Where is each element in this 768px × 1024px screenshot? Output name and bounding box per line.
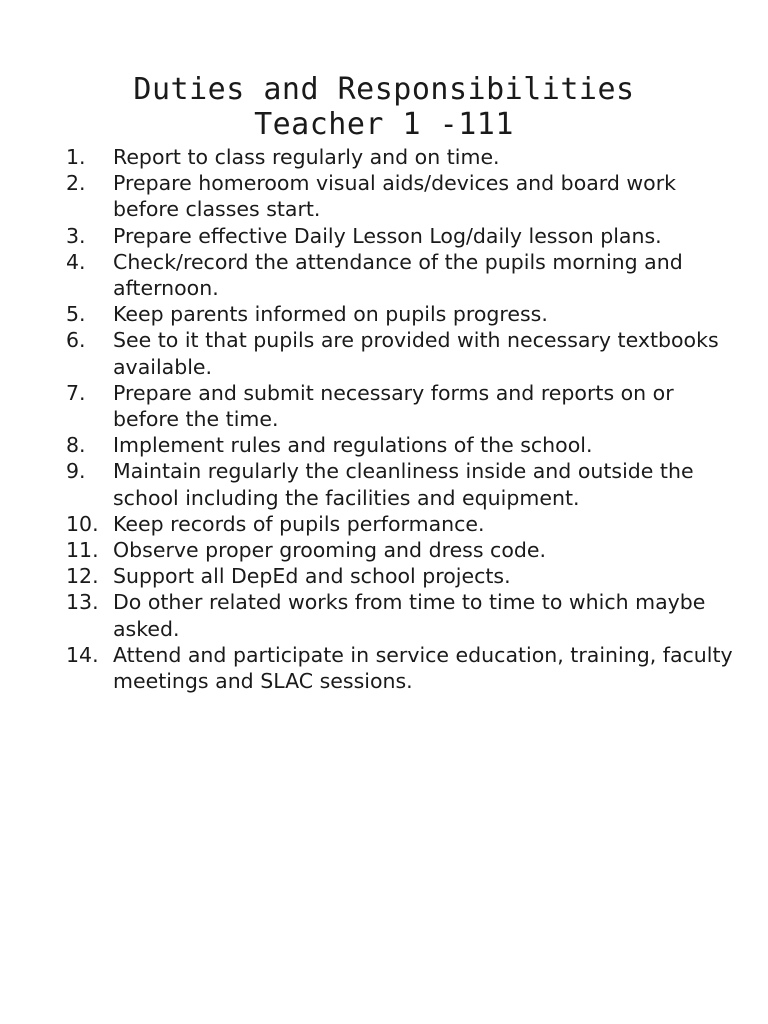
duty-number: 11. (66, 538, 99, 563)
duty-text: Keep parents informed on pupils progress. (113, 302, 548, 327)
duty-number: 7. (66, 380, 86, 405)
duty-item (66, 458, 746, 510)
duty-text: Support all DepEd and school projects. (113, 564, 511, 589)
duty-text: Check/record the attendance of the pupils morning and afternoon. (113, 249, 683, 301)
duty-text: Prepare effective Daily Lesson Log/daily lesson plans. (113, 223, 662, 248)
duty-item (66, 249, 746, 301)
duty-item (66, 380, 746, 432)
duty-number: 14. (66, 642, 99, 667)
duty-item (66, 511, 746, 537)
duty-item (66, 589, 746, 641)
duty-number: 8. (66, 433, 86, 458)
document-title: Duties and Responsibilities (133, 72, 635, 107)
duty-text: Attend and participate in service education, training, faculty meetings and SLAC sessions. (113, 642, 733, 694)
document-subtitle: Teacher 1 -111 (254, 107, 514, 142)
duty-item (66, 537, 746, 563)
duty-text: Observe proper grooming and dress code. (113, 538, 547, 563)
duty-text: Keep records of pupils performance. (113, 511, 485, 536)
duty-text: See to it that pupils are provided with necessary textbooks available. (113, 328, 719, 379)
duty-number: 10. (66, 511, 99, 536)
duty-number: 5. (66, 302, 86, 327)
duty-number: 2. (66, 171, 86, 196)
duty-text: Implement rules and regulations of the school. (113, 433, 593, 458)
duty-item (66, 170, 746, 222)
duty-text: Report to class regularly and on time. (113, 145, 500, 169)
duty-item (66, 432, 746, 458)
duty-number: 12. (66, 564, 99, 589)
duty-text: Do other related works from time to time to which maybe asked. (113, 590, 706, 641)
duty-item (66, 642, 746, 694)
document-header (0, 72, 768, 142)
duty-item (66, 327, 746, 379)
duty-item (66, 301, 746, 327)
duty-number: 4. (66, 249, 86, 274)
duty-text: Prepare and submit necessary forms and reports on or before the time. (113, 380, 674, 432)
duty-number: 13. (66, 590, 99, 615)
duty-number: 9. (66, 459, 86, 484)
duty-text: Maintain regularly the cleanliness inside and outside the school including the facilities and equipment. (113, 459, 694, 510)
duty-number: 1. (66, 145, 86, 169)
duty-number: 6. (66, 328, 86, 353)
duties-list (66, 144, 746, 694)
duty-text: Prepare homeroom visual aids/devices and board work before classes start. (113, 171, 677, 222)
duty-number: 3. (66, 223, 86, 248)
duty-item (66, 144, 746, 170)
duty-item (66, 563, 746, 589)
duty-item (66, 223, 746, 249)
